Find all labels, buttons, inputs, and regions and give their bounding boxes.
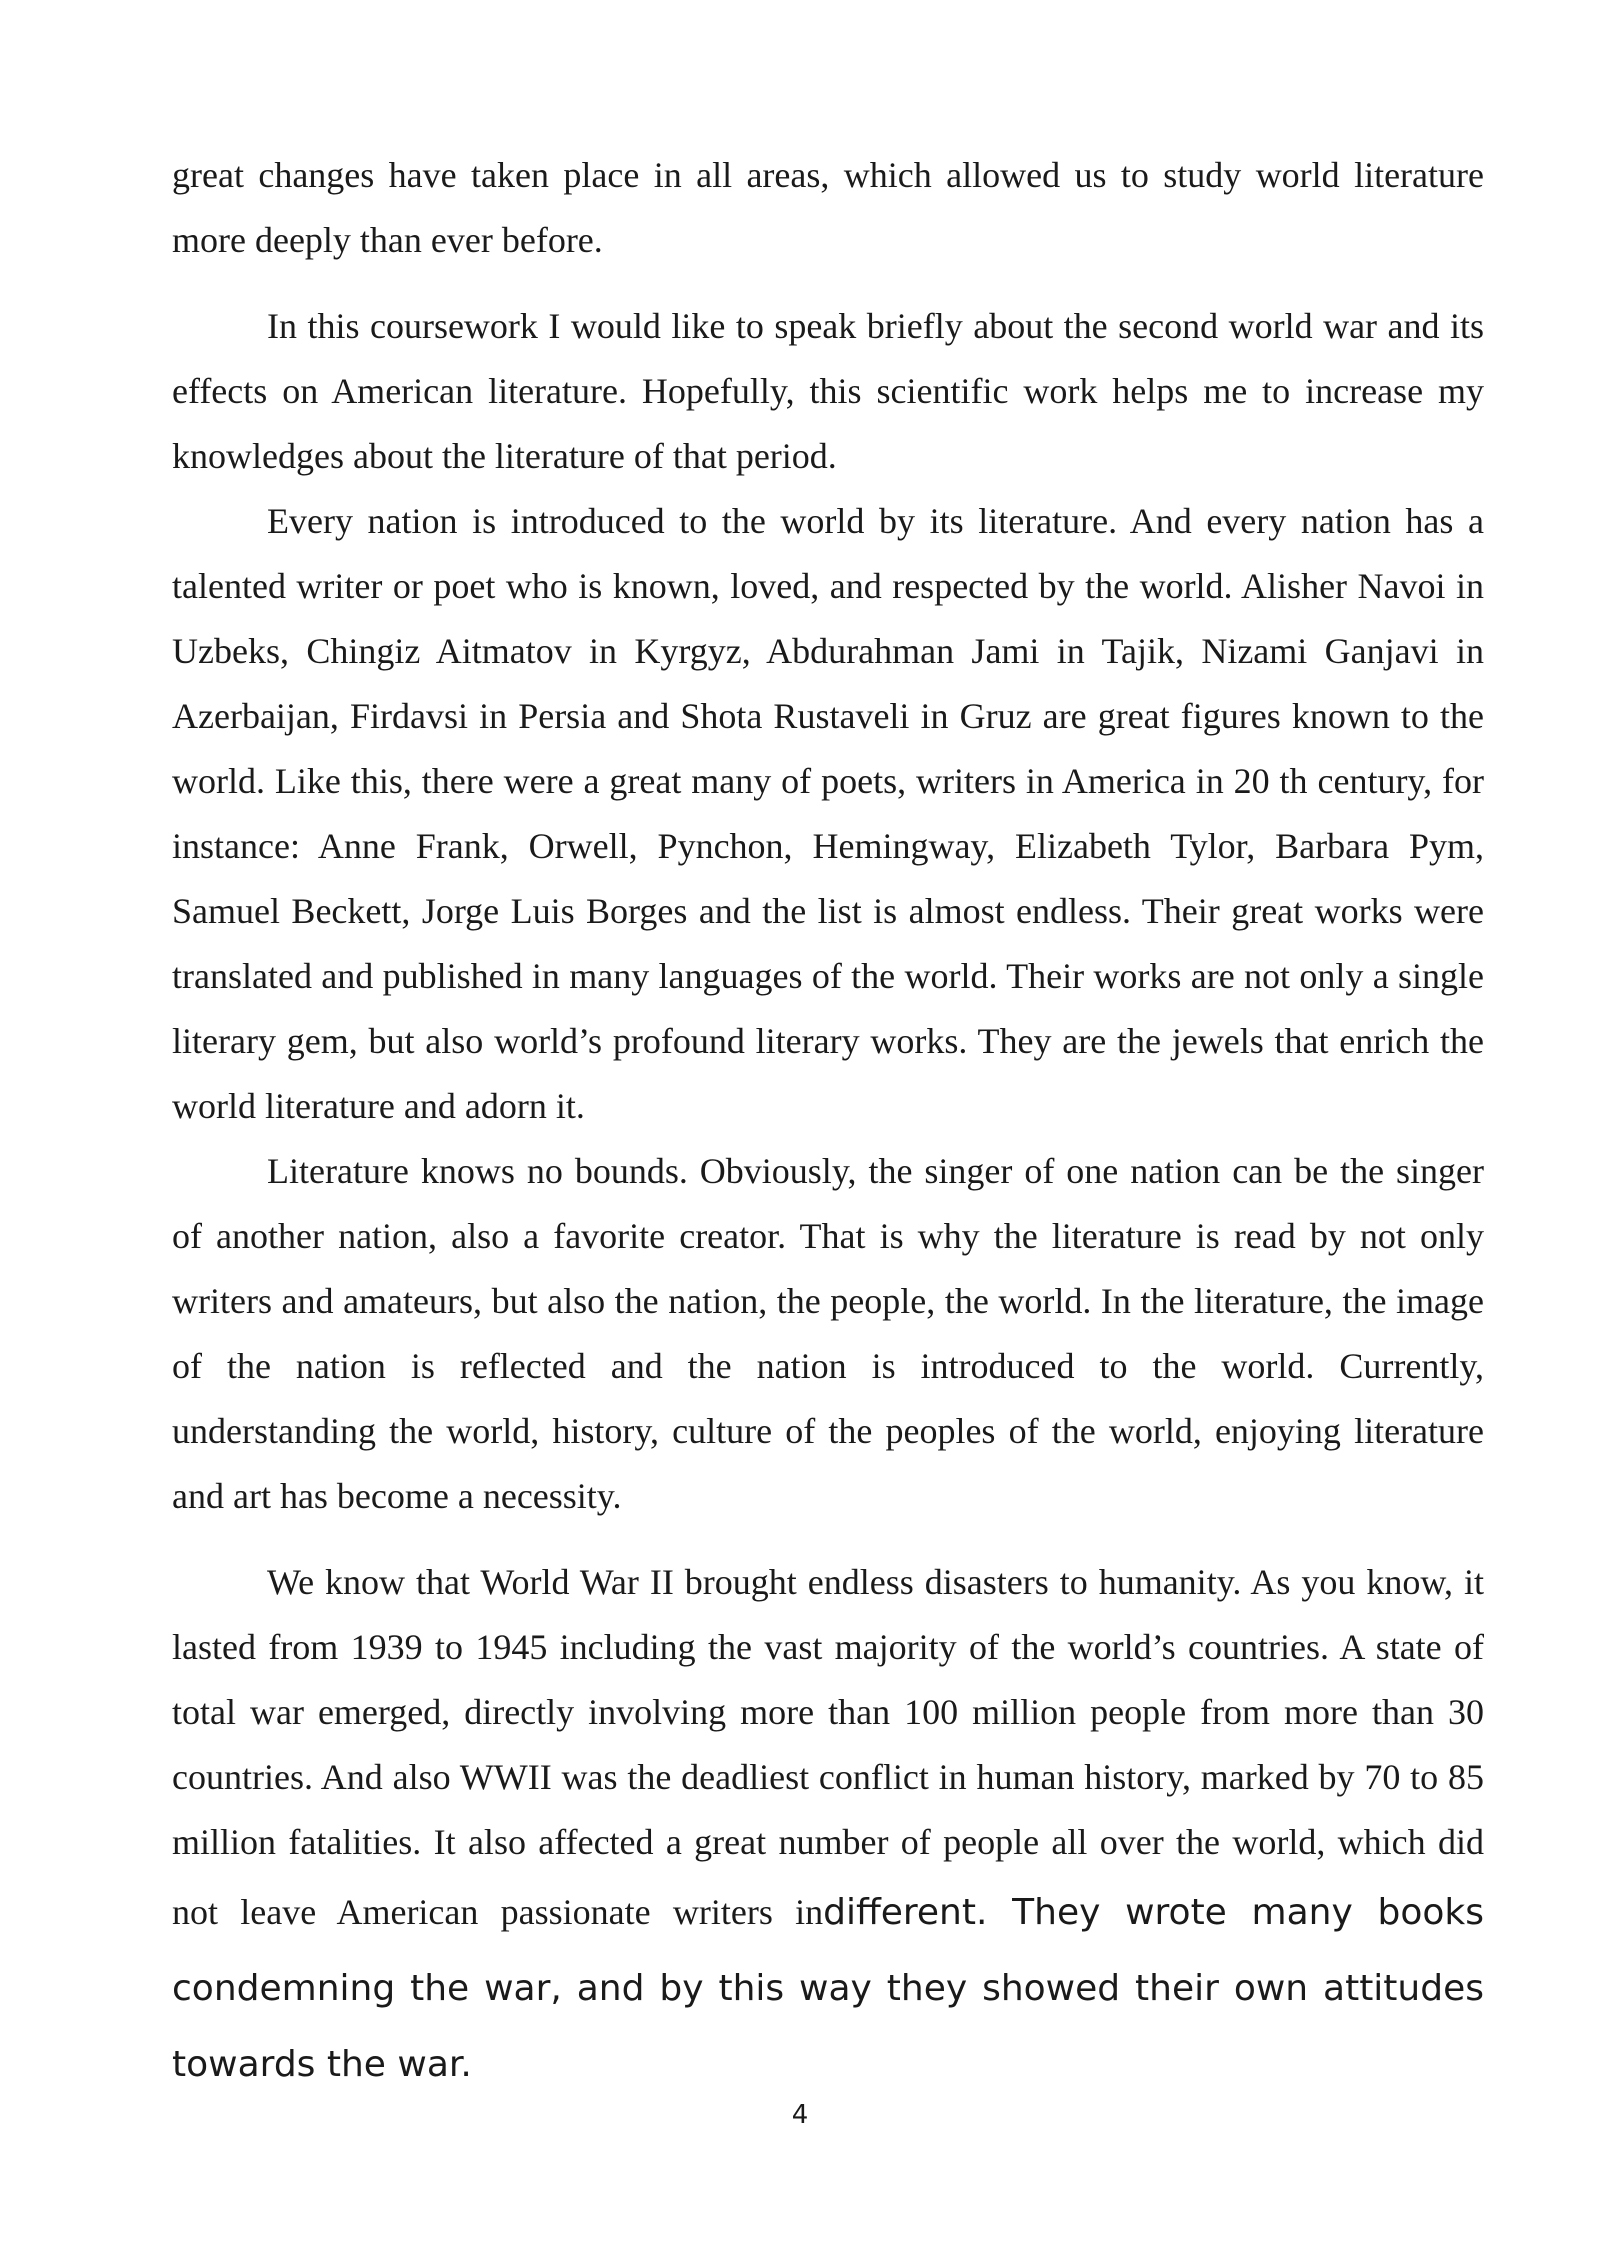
paragraph-world-war-two-serif: We know that World War II brought endless disasters to humanity. As you know, it lasted from 1939 to 1945 including the vast majority of the world’s countries. A state of total war emerged, directly involving more than 100 million people from more than 30 countries. And also WWII was the deadliest conflict in human history, marked by 70 to 85 million fatalities. It also affected a great number of people all over the world, which did not leave American passionate writers in <box>172 1562 1484 1932</box>
page-number: 4 <box>791 2100 809 2130</box>
paragraph-coursework-intro: In this coursework I would like to speak briefly about the second world war and its effects on American literature. Hopefully, this scientific work helps me to increase my knowledges about the literature of that period. <box>172 306 1484 476</box>
paragraph-continuation: great changes have taken place in all areas, which allowed us to study world literature more deeply than ever before. <box>172 155 1484 260</box>
paragraph-world-war-two-sans: different. They wrote many books condemning the war, and by this way they showed their own attitudes towards the war. <box>172 1892 1484 2085</box>
paragraph-world-war-two <box>172 1550 1484 2103</box>
paragraph-nations-literature: Every nation is introduced to the world by its literature. And every nation has a talented writer or poet who is known, loved, and respected by the world. Alisher Navoi in Uzbeks, Chingiz Aitmatov in Kyrgyz, Abdurahman Jami in Tajik, Nizami Ganjavi in Azerbaijan, Firdavsi in Persia and Shota Rustaveli in Gruz are great figures known to the world. Like this, there were a great many of poets, writers in America in 20 th century, for instance: Anne Frank, Orwell, Pynchon, Hemingway, Elizabeth Tylor, Barbara Pym, Samuel Beckett, Jorge Luis Borges and the list is almost endless. Their great works were translated and published in many languages of the world. Their works are not only a single literary gem, but also world’s profound literary works. They are the jewels that enrich the world literature and adorn it. <box>172 501 1484 1126</box>
body-text <box>172 143 1484 2103</box>
paragraph-literature-bounds: Literature knows no bounds. Obviously, the singer of one nation can be the singer of another nation, also a favorite creator. That is why the literature is read by not only writers and amateurs, but also the nation, the people, the world. In the literature, the image of the nation is reflected and the nation is introduced to the world. Currently, understanding the world, history, culture of the peoples of the world, enjoying literature and art has become a necessity. <box>172 1151 1484 1516</box>
